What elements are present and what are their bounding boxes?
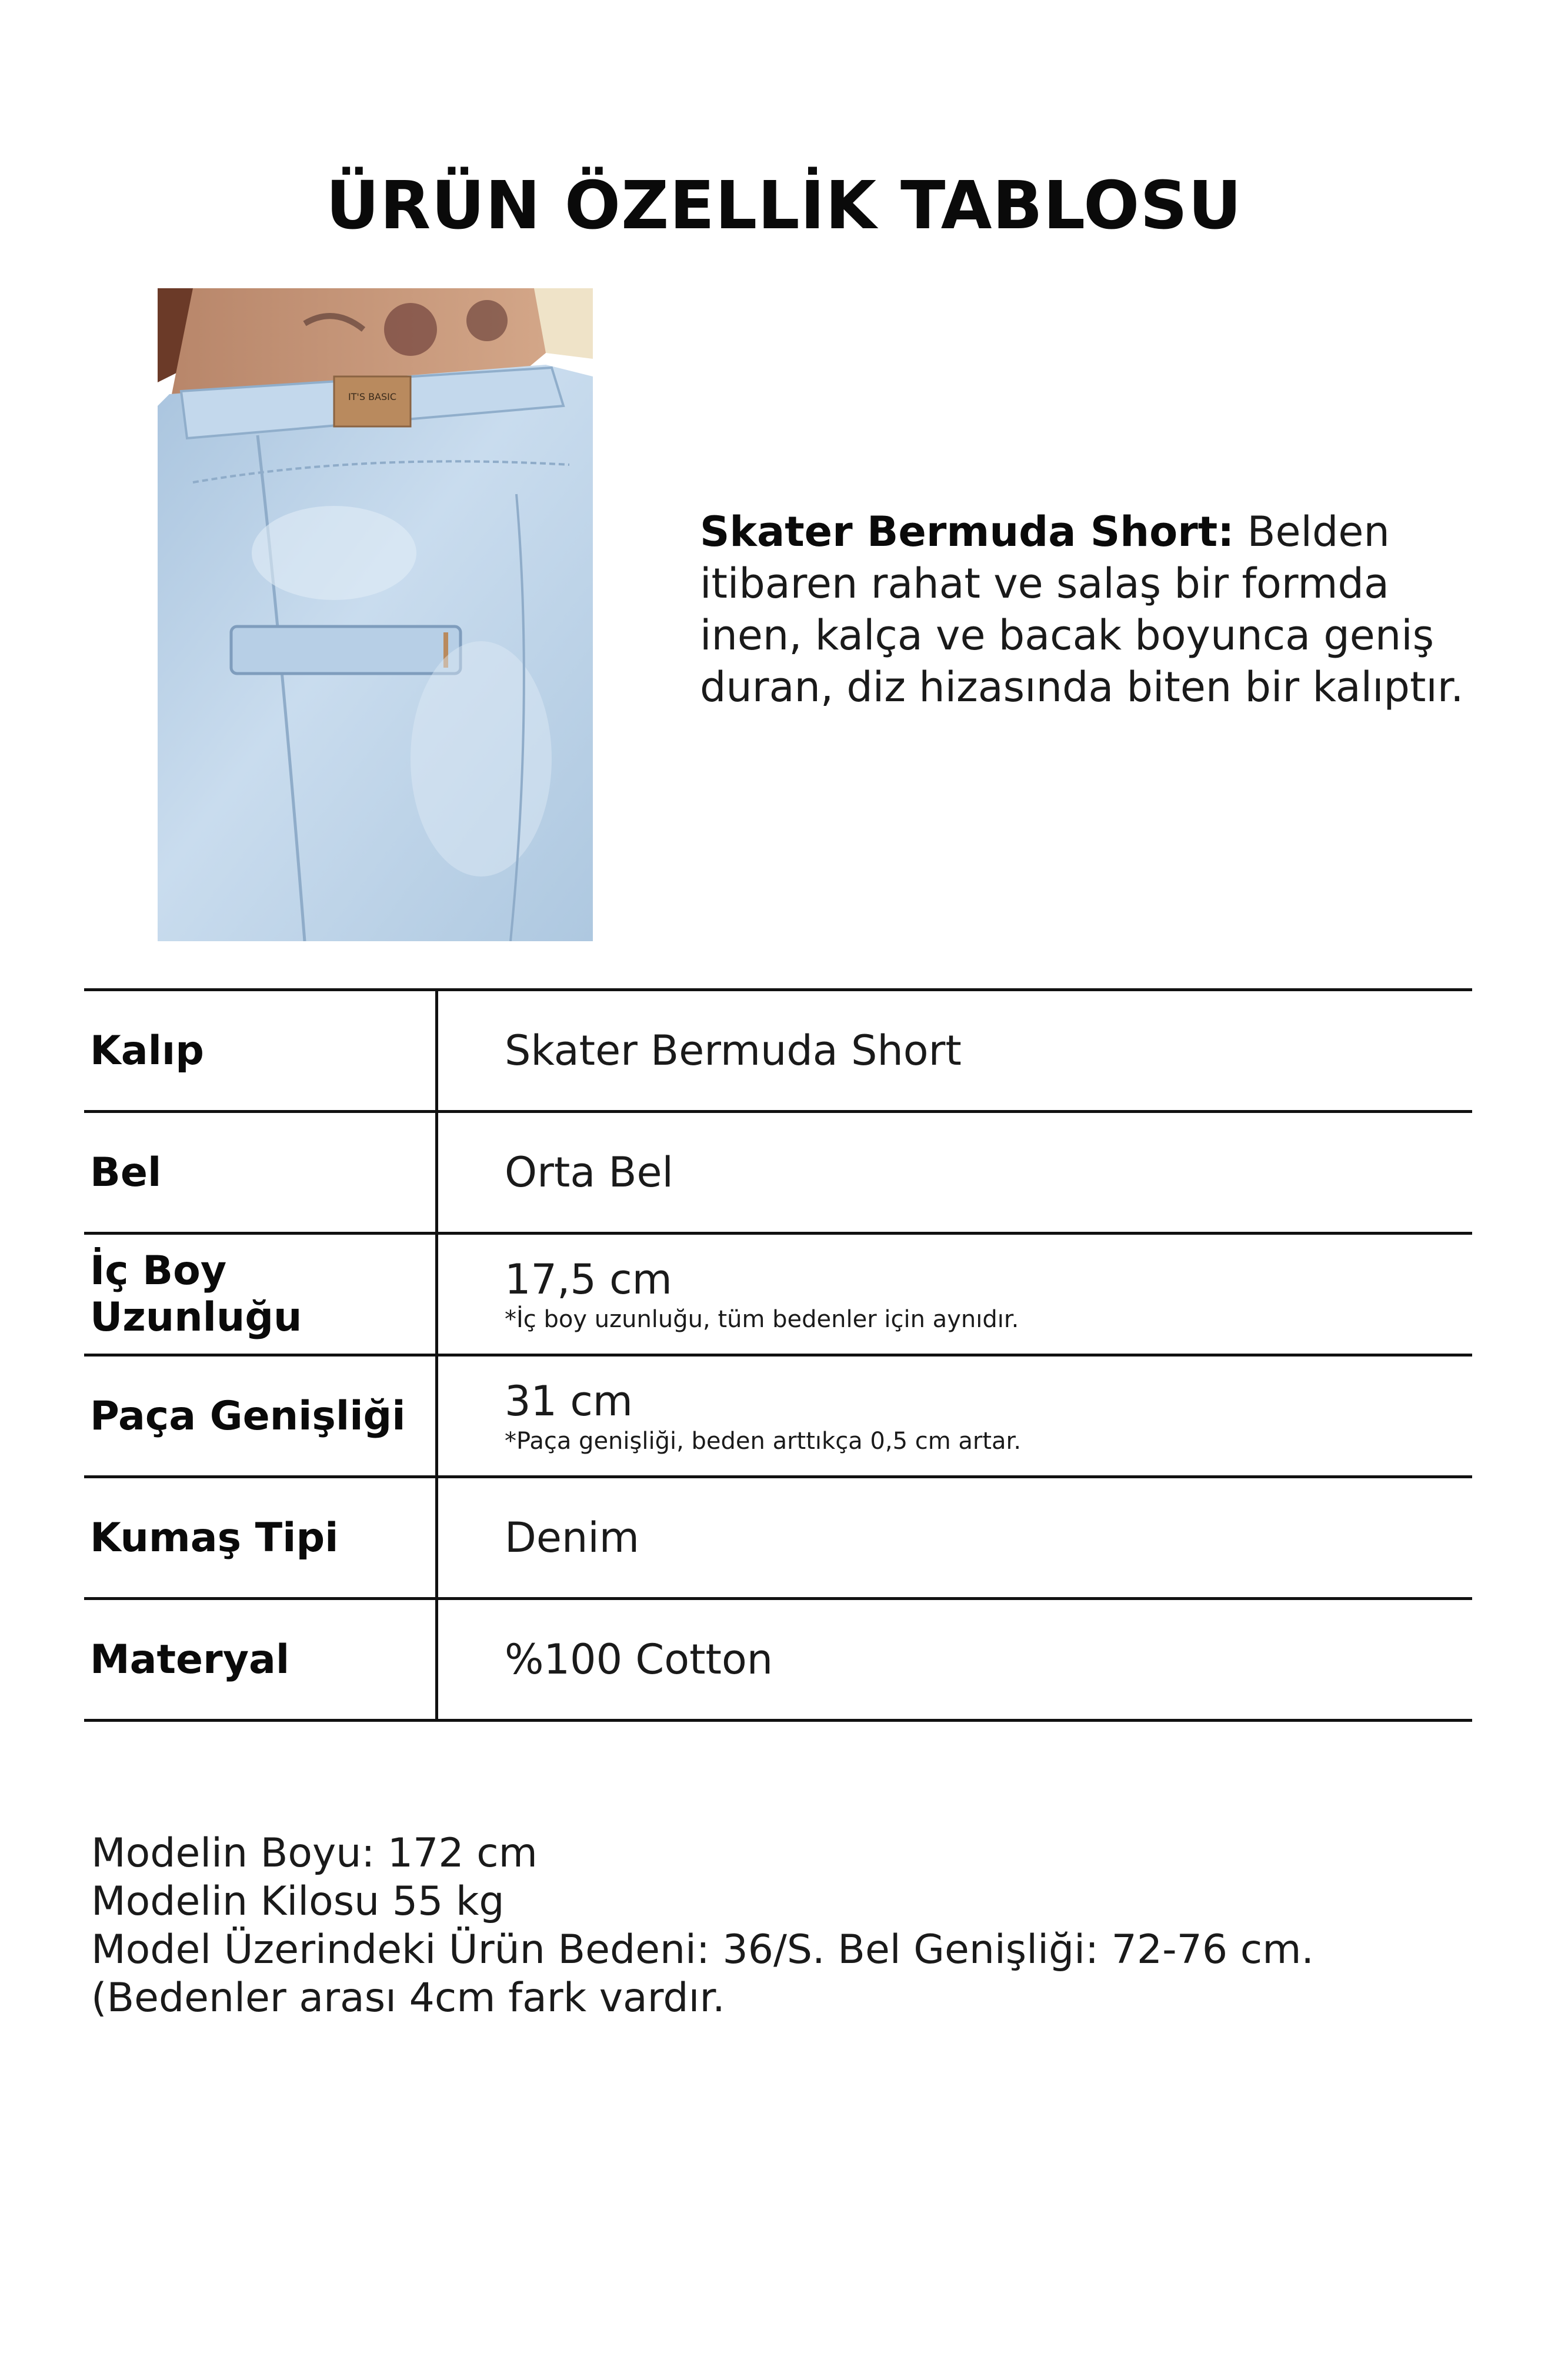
- spec-table: [84, 988, 1472, 1722]
- spec-row-bel: [84, 1113, 1472, 1235]
- spec-value: Skater Bermuda Short: [505, 1026, 962, 1075]
- spec-value-cell: [505, 1357, 1472, 1475]
- spec-label: Bel: [90, 1149, 162, 1196]
- spec-label: Materyal: [90, 1636, 290, 1683]
- column-divider: [435, 1113, 438, 1232]
- spec-value: 17,5 cm: [505, 1255, 672, 1304]
- model-weight: Modelin Kilosu 55 kg: [91, 1878, 505, 1925]
- spec-label: Kumaş Tipi: [90, 1514, 339, 1561]
- spec-row-paca: [84, 1357, 1472, 1478]
- spec-value: 31 cm: [505, 1377, 633, 1425]
- model-info: [91, 1829, 1491, 2022]
- spec-row-kumas: [84, 1478, 1472, 1600]
- spec-row-ic-boy: [84, 1235, 1472, 1357]
- column-divider: [435, 1478, 438, 1597]
- page-title: ÜRÜN ÖZELLİK TABLOSU: [326, 168, 1242, 244]
- spec-note: *İç boy uzunluğu, tüm bedenler için aynıdır.: [505, 1306, 1019, 1333]
- spec-value-cell: [505, 1113, 1472, 1232]
- spec-label: Paça Genişliği: [90, 1392, 406, 1439]
- spec-value-cell: [505, 1235, 1472, 1354]
- spec-label: İç Boy Uzunluğu: [90, 1248, 302, 1341]
- column-divider: [435, 991, 438, 1110]
- column-divider: [435, 1235, 438, 1354]
- product-photo: [158, 288, 593, 941]
- spec-row-kalip: [84, 991, 1472, 1113]
- spec-label: Kalıp: [90, 1027, 204, 1074]
- product-description: [700, 506, 1500, 713]
- model-height: Modelin Boyu: 172 cm: [91, 1830, 538, 1877]
- spec-value: Denim: [505, 1514, 639, 1562]
- spec-value-cell: [505, 1478, 1472, 1597]
- spec-note: *Paça genişliği, beden arttıkça 0,5 cm artar.: [505, 1428, 1022, 1455]
- spec-value: %100 Cotton: [505, 1635, 773, 1684]
- spec-value: Orta Bel: [505, 1148, 674, 1197]
- model-size: Model Üzerindeki Ürün Bedeni: 36/S. Bel Genişliği: 72-76 cm. (Bedenler arası 4cm fark vardır.: [91, 1927, 1315, 2021]
- description-text: Belden itibaren rahat ve salaş bir formda inen, kalça ve bacak boyunca geniş duran, diz hizasında biten bir kalıptır.: [700, 508, 1464, 711]
- column-divider: [435, 1600, 438, 1719]
- spec-value-cell: [505, 991, 1472, 1110]
- description-lead: Skater Bermuda Short:: [700, 508, 1235, 556]
- svg-text:IT'S BASIC: IT'S BASIC: [348, 391, 397, 402]
- spec-row-materyal: [84, 1600, 1472, 1722]
- column-divider: [435, 1357, 438, 1475]
- spec-value-cell: [505, 1600, 1472, 1719]
